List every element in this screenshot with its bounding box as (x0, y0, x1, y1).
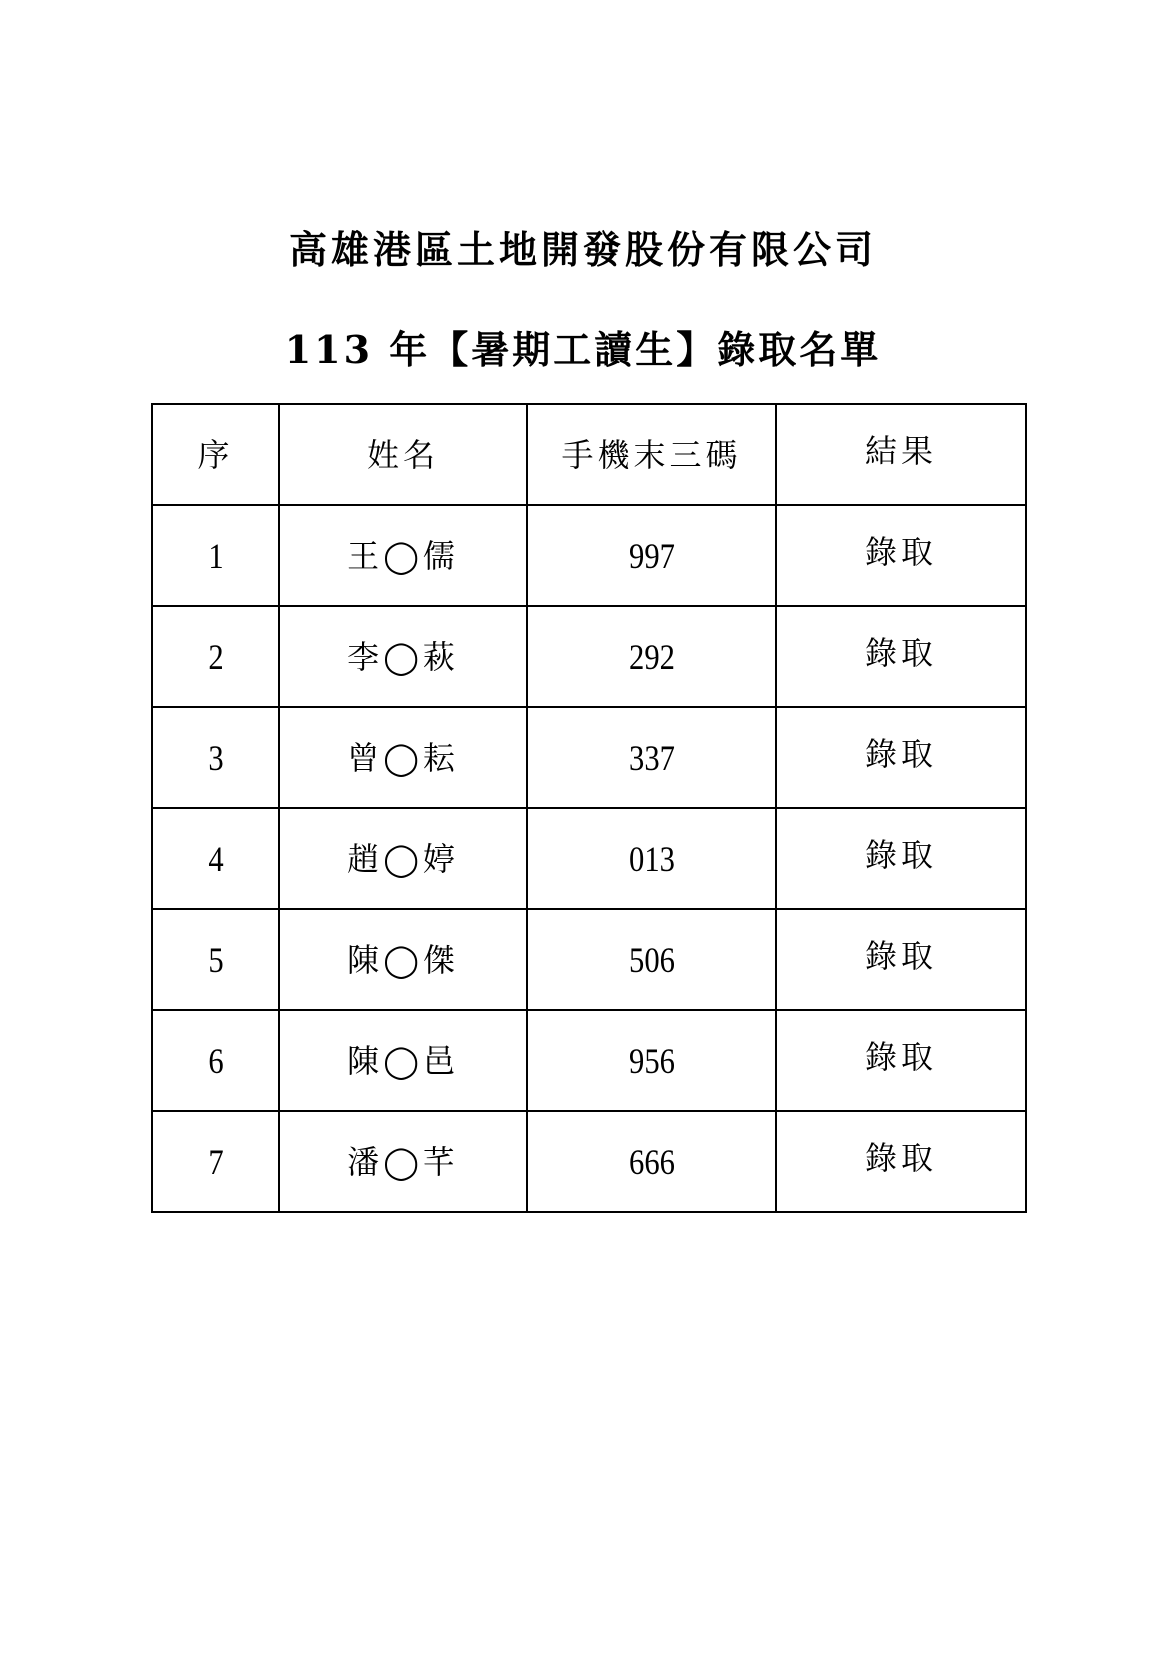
row-name: 曾◯耘 (279, 707, 527, 808)
list-title: 113 年【暑期工讀生】錄取名單 (284, 327, 882, 372)
row-result-value: 錄取 (864, 532, 937, 571)
row-phone-value: 337 (628, 737, 675, 778)
row-name: 趙◯婷 (279, 808, 527, 909)
row-result (776, 1010, 1026, 1111)
row-phone (527, 909, 776, 1010)
row-name: 潘◯芊 (279, 1111, 527, 1212)
admission-table (151, 403, 1027, 1213)
row-phone (527, 1111, 776, 1212)
table-header (152, 404, 1026, 505)
row-result (776, 505, 1026, 606)
row-result-value: 錄取 (864, 1037, 937, 1076)
row-name: 陳◯傑 (279, 909, 527, 1010)
row-result (776, 606, 1026, 707)
row-result-value: 錄取 (864, 734, 937, 773)
company-name: 高雄港區土地開發股份有限公司 (288, 227, 877, 272)
table-row (152, 707, 1026, 808)
header-seq: 序 (152, 404, 279, 505)
row-phone-value: 666 (628, 1141, 675, 1182)
table-row (152, 1010, 1026, 1111)
row-result-value: 錄取 (864, 835, 937, 874)
row-seq (152, 1010, 279, 1111)
row-result (776, 808, 1026, 909)
row-phone-value: 292 (628, 636, 675, 677)
header-result (776, 404, 1026, 505)
row-seq (152, 808, 279, 909)
row-result-value: 錄取 (864, 1138, 937, 1177)
row-result-value: 錄取 (864, 633, 937, 672)
row-result (776, 909, 1026, 1010)
row-phone (527, 606, 776, 707)
header-row (152, 404, 1026, 505)
table-row (152, 808, 1026, 909)
row-seq-value: 6 (207, 1040, 224, 1081)
header-result-label: 結果 (864, 431, 937, 470)
row-seq-value: 4 (207, 838, 224, 879)
row-seq (152, 505, 279, 606)
row-seq-value: 1 (207, 535, 224, 576)
row-seq-value: 7 (207, 1141, 224, 1182)
row-name: 李◯萩 (279, 606, 527, 707)
row-name: 王◯儒 (279, 505, 527, 606)
table-row (152, 606, 1026, 707)
row-result (776, 707, 1026, 808)
table-body (152, 505, 1026, 1212)
row-seq (152, 606, 279, 707)
row-name: 陳◯邑 (279, 1010, 527, 1111)
row-result (776, 1111, 1026, 1212)
table-row (152, 505, 1026, 606)
header-phone: 手機末三碼 (527, 404, 776, 505)
row-phone-value: 506 (628, 939, 675, 980)
row-seq (152, 909, 279, 1010)
row-phone (527, 505, 776, 606)
row-phone-value: 997 (628, 535, 675, 576)
row-seq-value: 5 (207, 939, 224, 980)
row-seq-value: 2 (207, 636, 224, 677)
row-phone-value: 956 (628, 1040, 675, 1081)
row-seq (152, 707, 279, 808)
row-phone (527, 1010, 776, 1111)
table-row (152, 909, 1026, 1010)
row-seq-value: 3 (207, 737, 224, 778)
row-phone-value: 013 (628, 838, 675, 879)
row-result-value: 錄取 (864, 936, 937, 975)
row-seq (152, 1111, 279, 1212)
header-name: 姓名 (279, 404, 527, 505)
table-row (152, 1111, 1026, 1212)
row-phone (527, 808, 776, 909)
row-phone (527, 707, 776, 808)
